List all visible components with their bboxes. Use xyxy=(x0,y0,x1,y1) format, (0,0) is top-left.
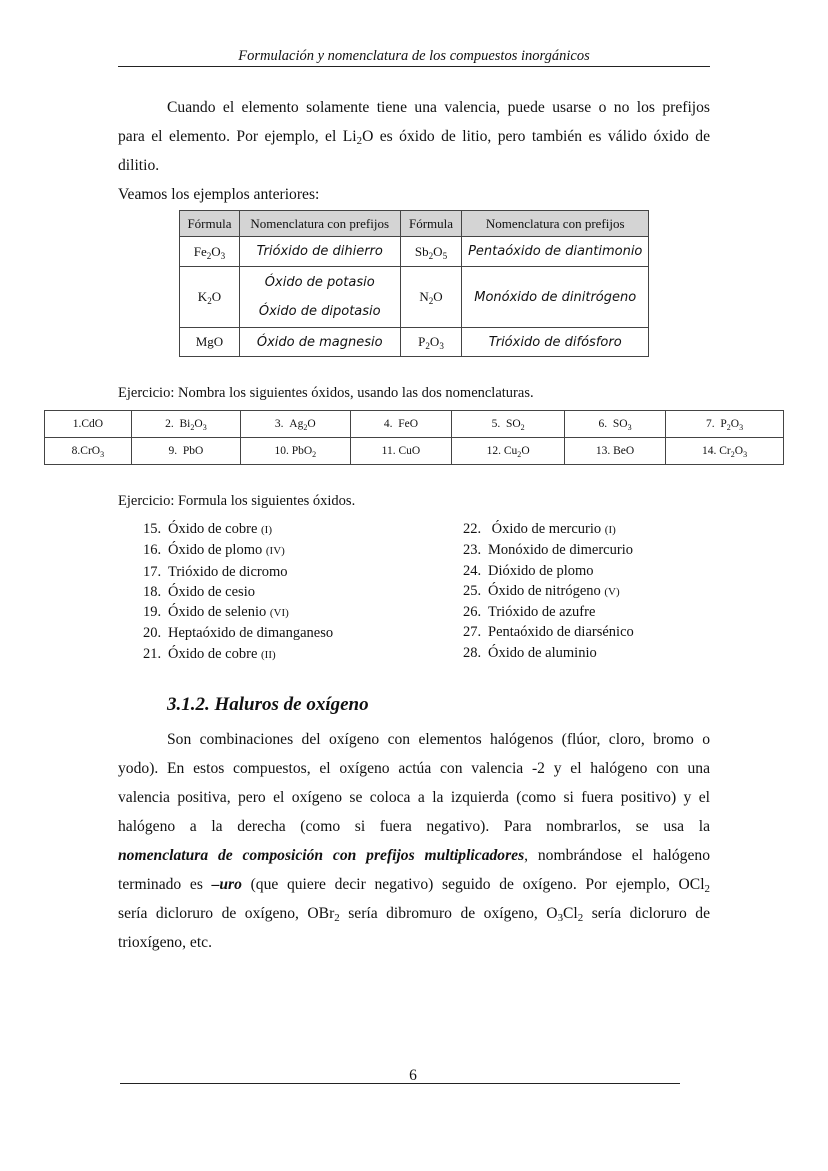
formula-cell: $Fe_2O_3$ xyxy=(180,237,240,267)
intro-line-3: dilitio. xyxy=(118,157,160,174)
page-number: 6 xyxy=(409,1067,417,1084)
section-line-4: halógeno a la derecha (como si fuera negativo). Para nombrarlos, se usa la xyxy=(118,818,710,835)
list-item: 15. Óxido de cobre (I) xyxy=(143,521,273,537)
list-item: 19. Óxido de selenio (VI) xyxy=(143,604,289,621)
header-cell: Fórmula xyxy=(180,211,240,237)
header-cell: Nomenclatura con prefijos xyxy=(239,211,400,237)
intro-line-2: para el elemento. Por ejemplo, el $Li_2O$ es óxido de litio, pero también es válido óxido de xyxy=(118,128,710,147)
list-item: 28. Óxido de aluminio xyxy=(463,644,597,661)
examples-table xyxy=(179,210,649,357)
section-heading: 3.1.2. Haluros de oxígeno xyxy=(167,694,369,715)
header-rule xyxy=(118,66,710,67)
section-line-8: trioxígeno, etc. xyxy=(118,934,212,951)
formula-cell: $K_2O$ xyxy=(180,267,240,328)
oxide-cell: 7. $P_2O_3$ xyxy=(666,411,784,438)
section-line-1: Son combinaciones del oxígeno con elementos halógenos (flúor, cloro, bromo o xyxy=(167,731,710,748)
exercise-1-title: Ejercicio: Nombra los siguientes óxidos, usando las dos nomenclaturas. xyxy=(118,385,534,401)
list-item: 16. Óxido de plomo (IV) xyxy=(143,542,285,559)
list-item: 26. Trióxido de azufre xyxy=(463,604,596,621)
list-item: 22. Óxido de mercurio (I) xyxy=(463,521,616,537)
table-row xyxy=(180,328,649,357)
section-line-2: yodo). En estos compuestos, el oxígeno actúa con valencia -2 y el halógeno con una xyxy=(118,760,710,777)
name-cell: Trióxido de difósforo xyxy=(462,328,649,357)
list-item: 20. Heptaóxido de dimanganeso xyxy=(143,625,334,642)
list-item: 23. Monóxido de dimercurio xyxy=(463,542,633,559)
name-cell: Monóxido de dinitrógeno xyxy=(462,267,649,328)
exercise-1-table xyxy=(44,410,784,465)
examples-table-header xyxy=(180,211,649,237)
formula-cell: $Sb_2O_5$ xyxy=(400,237,462,267)
list-item: 21. Óxido de cobre (II) xyxy=(143,645,276,662)
oxide-cell: 12. $Cu_2O$ xyxy=(452,438,565,465)
list-item: 18. Óxido de cesio xyxy=(143,583,255,600)
oxide-cell: 14. $Cr_2O_3$ xyxy=(666,438,784,465)
section-line-6: terminado es –uro (que quiere decir negativo) seguido de oxígeno. Por ejemplo, OCl$_2$ xyxy=(118,876,710,895)
oxide-cell: 8.CrO$_3$ xyxy=(45,438,132,465)
oxide-cell: 10. PbO$_2$ xyxy=(241,438,351,465)
section-line-3: valencia positiva, pero el oxígeno se coloca a la izquierda (como si fuera positivo) y el xyxy=(118,789,710,806)
table-row xyxy=(180,237,649,267)
oxide-cell: 3. $Ag_2O$ xyxy=(241,411,351,438)
header-cell: Fórmula xyxy=(400,211,462,237)
oxide-cell: 6. $SO_3$ xyxy=(564,411,665,438)
formula-cell: $P_2O_3$ xyxy=(400,328,462,357)
exercise-2-right-list xyxy=(463,519,763,663)
section-line-7: sería dicloruro de oxígeno, OBr$_2$ sería dibromuro de oxígeno, $O_3Cl_2$ sería dicloruro de xyxy=(118,905,710,924)
list-item: 25. Óxido de nitrógeno (V) xyxy=(463,582,620,599)
oxide-cell: 4. FeO xyxy=(350,411,452,438)
intro-line-1: Cuando el elemento solamente tiene una valencia, puede usarse o no los prefijos xyxy=(167,99,710,116)
table-row xyxy=(45,438,784,465)
intro-line-4: Veamos los ejemplos anteriores: xyxy=(118,186,320,203)
oxide-cell: 5. $SO_2$ xyxy=(452,411,565,438)
list-item: 27. Pentaóxido de diarsénico xyxy=(463,624,634,641)
name-cell: Óxido de potasio Óxido de dipotasio xyxy=(239,267,400,328)
list-item: 17. Trióxido de dicromo xyxy=(143,563,288,580)
running-header: Formulación y nomenclatura de los compuestos inorgánicos xyxy=(238,48,590,64)
header-cell: Nomenclatura con prefijos xyxy=(462,211,649,237)
oxide-cell: 13. BeO xyxy=(564,438,665,465)
list-item: 24. Dióxido de plomo xyxy=(463,562,594,579)
formula-cell: MgO xyxy=(180,328,240,357)
oxide-cell: 9. PbO xyxy=(131,438,240,465)
oxide-cell: 11. CuO xyxy=(350,438,452,465)
name-cell: Pentaóxido de diantimonio xyxy=(462,237,649,267)
table-row xyxy=(45,411,784,438)
oxide-cell: 1.CdO xyxy=(45,411,132,438)
name-cell: Óxido de magnesio xyxy=(239,328,400,357)
table-row xyxy=(180,267,649,328)
name-cell: Trióxido de dihierro xyxy=(239,237,400,267)
section-line-5: nomenclatura de composición con prefijos multiplicadores, nombrándose el halógeno xyxy=(118,847,710,864)
footer-rule xyxy=(120,1083,680,1084)
formula-cell: $N_2O$ xyxy=(400,267,462,328)
oxide-cell: 2. $Bi_2O_3$ xyxy=(131,411,240,438)
exercise-2-title: Ejercicio: Formula los siguientes óxidos. xyxy=(118,493,356,509)
exercise-2-left-list xyxy=(143,519,443,665)
